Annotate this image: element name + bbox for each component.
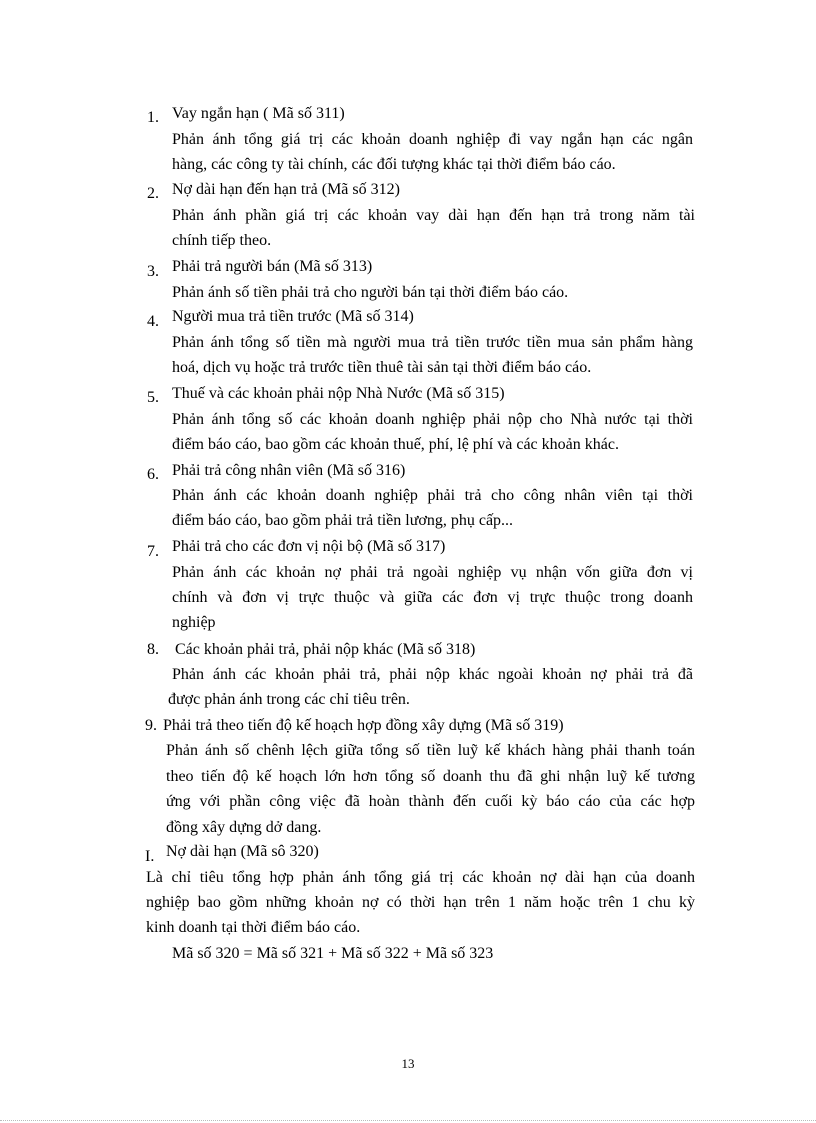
item-body-line: Phản ánh tổng giá trị các khoản doanh nghiệp đi vay ngắn hạn các ngân (172, 131, 693, 148)
section-body-line: Là chỉ tiêu tổng hợp phản ánh tổng giá trị các khoản nợ dài hạn của doanh (146, 869, 695, 886)
item-number: 4. (147, 313, 159, 330)
page-number: 13 (401, 1056, 415, 1071)
item-title: Phải trả người bán (Mã số 313) (172, 258, 373, 275)
item-title: Nợ dài hạn đến hạn trả (Mã số 312) (172, 181, 400, 198)
item-number: 3. (147, 263, 159, 280)
item-body-line: nghiệp (172, 614, 216, 631)
item-title: Thuế và các khoản phải nộp Nhà Nước (Mã số 315) (172, 385, 505, 402)
item-body-line: hàng, các công ty tài chính, các đối tượng khác tại thời điểm báo cáo. (172, 156, 616, 173)
item-body-line: Phản ánh các khoản phải trả, phải nộp khác ngoài khoản nợ phải trả đã (172, 666, 693, 683)
item-body-line: đồng xây dựng dở dang. (166, 819, 322, 836)
item-number: 7. (147, 543, 159, 560)
item-number: 5. (147, 389, 159, 406)
item-body-line: chính và đơn vị trực thuộc và giữa các đơn vị trực thuộc trong doanh (172, 589, 693, 606)
item-body-line: Phản ánh số chênh lệch giữa tổng số tiền luỹ kế khách hàng phải thanh toán (166, 742, 695, 759)
item-body-line: Phản ánh tổng số các khoản doanh nghiệp phải nộp cho Nhà nước tại thời (172, 411, 693, 428)
item-body-line: hoá, dịch vụ hoặc trả trước tiền thuê tài sản tại thời điểm báo cáo. (172, 359, 592, 376)
item-body-line: Phản ánh số tiền phải trả cho người bán tại thời điểm báo cáo. (172, 284, 569, 301)
item-body-line: ứng với phần công việc đã hoàn thành đến cuối kỳ báo cáo của các hợp (166, 793, 695, 810)
item-body-line: theo tiến độ kế hoạch lớn hơn tổng số doanh thu đã ghi nhận luỹ kế tương (166, 768, 695, 785)
item-title: Các khoản phải trả, phải nộp khác (Mã số 318) (175, 641, 476, 658)
item-title: Phải trả cho các đơn vị nội bộ (Mã số 317) (172, 538, 446, 555)
item-body-line: Phản ánh phần giá trị các khoản vay dài hạn đến hạn trả trong năm tài (172, 207, 695, 224)
item-number: 6. (147, 466, 159, 483)
item-body-line: Phản ánh tổng số tiền mà người mua trả tiền trước tiền mua sản phẩm hàng (172, 334, 693, 351)
section-body-line: kinh doanh tại thời điểm báo cáo. (146, 919, 361, 936)
item-title: Người mua trả tiền trước (Mã số 314) (172, 308, 414, 325)
section-number: I. (145, 848, 155, 865)
item-number: 1. (147, 109, 159, 126)
item-number: 2. (147, 185, 159, 202)
section-title: Nợ dài hạn (Mã sô 320) (166, 843, 319, 860)
item-title: Phải trả theo tiến độ kế hoạch hợp đồng xây dựng (Mã số 319) (163, 717, 564, 734)
item-number: 8. (147, 641, 159, 658)
item-body-line: Phản ánh các khoản nợ phải trả ngoài nghiệp vụ nhận vốn giữa đơn vị (172, 564, 693, 581)
item-body-line: chính tiếp theo. (172, 232, 272, 249)
formula: Mã số 320 = Mã số 321 + Mã số 322 + Mã số 323 (172, 945, 494, 962)
item-title: Phải trả công nhân viên (Mã số 316) (172, 462, 406, 479)
section-body-line: nghiệp bao gồm những khoản nợ có thời hạn trên 1 năm hoặc trên 1 chu kỳ (146, 894, 695, 911)
item-body-line: được phản ánh trong các chỉ tiêu trên. (168, 691, 410, 708)
item-title: Vay ngắn hạn ( Mã số 311) (172, 105, 345, 122)
item-body-line: điểm báo cáo, bao gồm phải trả tiền lương, phụ cấp... (172, 512, 514, 529)
item-body-line: Phản ánh các khoản doanh nghiệp phải trả cho công nhân viên tại thời (172, 487, 693, 504)
item-number: 9. (145, 717, 157, 734)
page-bottom-divider (0, 1120, 816, 1121)
item-body-line: điểm báo cáo, bao gồm các khoản thuế, phí, lệ phí và các khoản khác. (172, 436, 619, 453)
